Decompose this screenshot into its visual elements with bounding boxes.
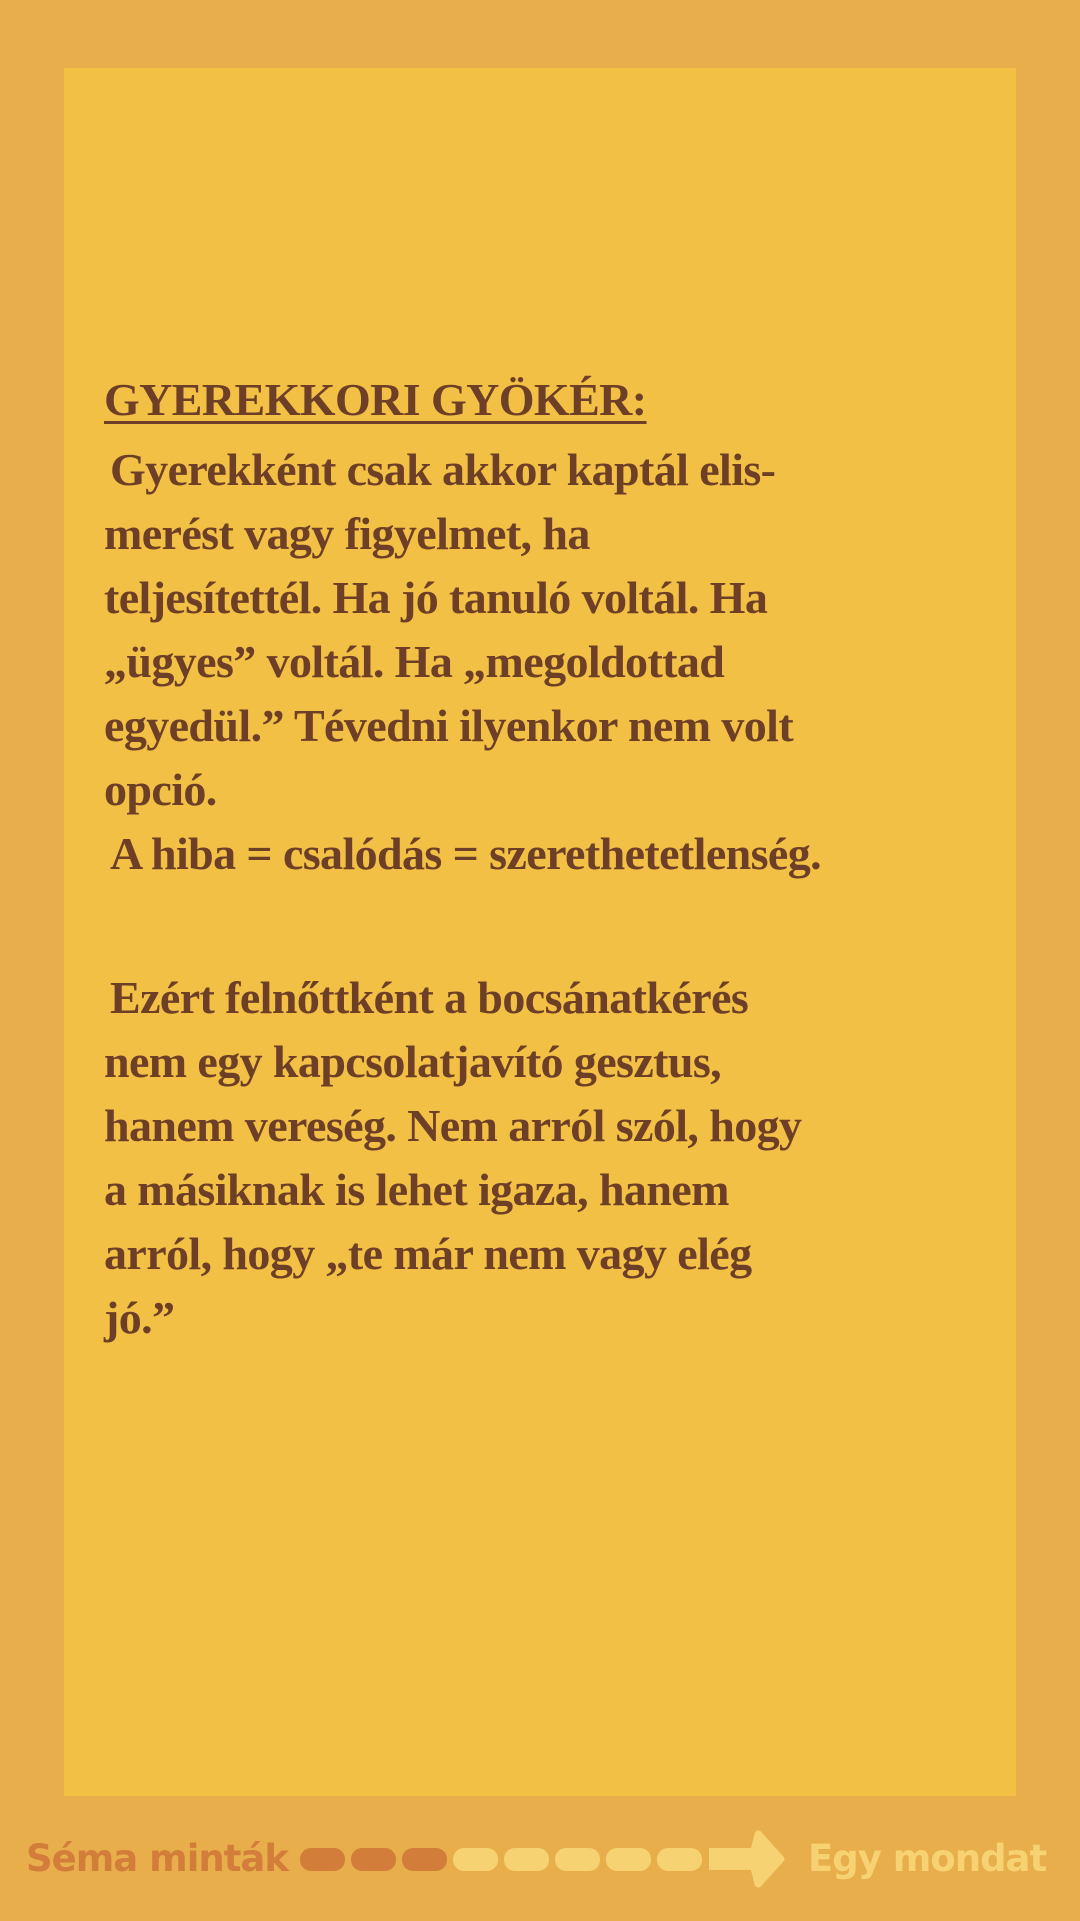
progress-dot (453, 1848, 498, 1871)
text-line: merést vagy figyelmet, ha (104, 508, 590, 559)
text-line: A hiba = csalódás = szerethetetlenség. (110, 828, 822, 879)
text-line: teljesítettél. Ha jó tanuló voltál. Ha (104, 572, 768, 623)
text-line: Ezért felnőttként a bocsánatkérés (110, 972, 749, 1023)
text-line: arról, hogy „te már nem vagy elég (104, 1228, 752, 1279)
progress-footer (0, 1830, 1080, 1888)
content-panel (64, 68, 1016, 1796)
section-heading: GYEREKKORI GYÖKÉR: (104, 374, 647, 425)
progress-dot-complete (351, 1848, 396, 1871)
progress-dot (555, 1848, 600, 1871)
text-line: hanem vereség. Nem arról szól, hogy (104, 1100, 802, 1151)
text-line: Gyerekként csak akkor kaptál elis- (110, 444, 776, 495)
text-line: jó.” (104, 1292, 175, 1343)
progress-dot-complete (300, 1848, 345, 1871)
arrow-right-icon[interactable] (709, 1830, 785, 1888)
text-line: nem egy kapcsolatjavító gesztus, (104, 1036, 722, 1087)
progress-dot (504, 1848, 549, 1871)
previous-label[interactable]: Séma minták (26, 1837, 288, 1880)
text-line: „ügyes” voltál. Ha „megoldottad (104, 636, 725, 687)
progress-dot (657, 1848, 702, 1871)
next-label[interactable]: Egy mondat (808, 1837, 1047, 1880)
text-line: a másiknak is lehet igaza, hanem (104, 1164, 729, 1215)
progress-dot (606, 1848, 651, 1871)
paragraph-1 (104, 438, 821, 886)
paragraph-2 (104, 966, 801, 1350)
text-line: egyedül.” Tévedni ilyenkor nem volt (104, 700, 794, 751)
text-line: opció. (104, 764, 217, 815)
progress-dot-complete (402, 1848, 447, 1871)
